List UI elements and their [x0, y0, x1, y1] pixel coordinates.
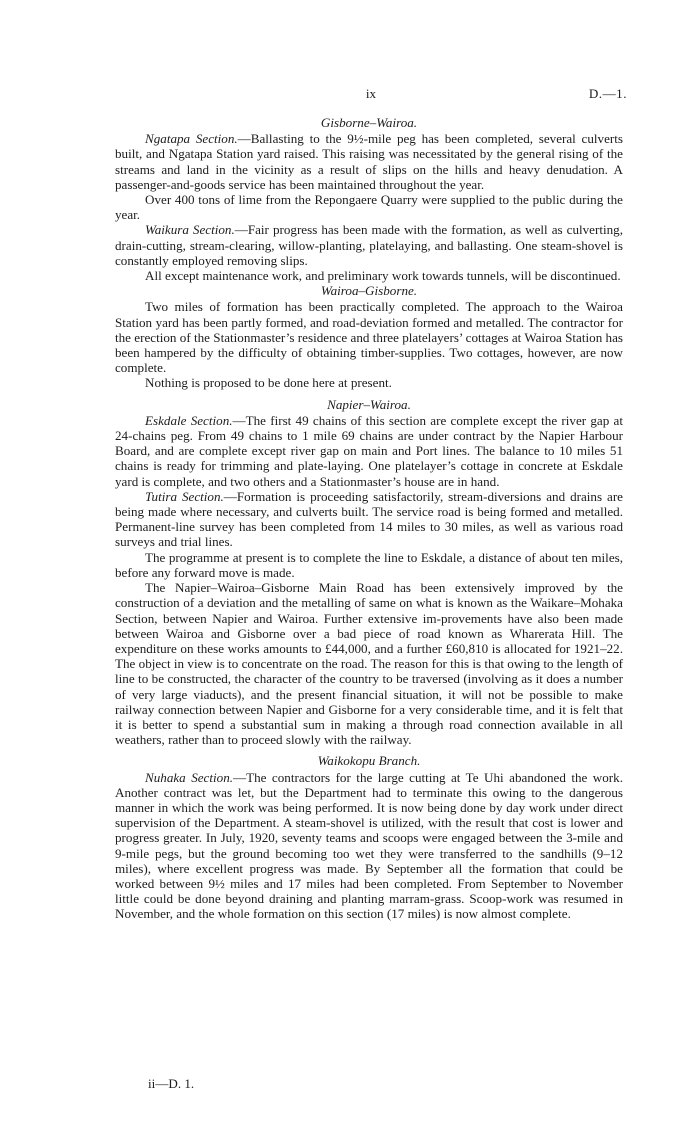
section-wairoa-gisborne — [115, 283, 623, 390]
section-heading: Napier–Wairoa. — [327, 396, 411, 412]
paragraph — [115, 489, 623, 550]
section-waikokopu-branch — [115, 753, 623, 921]
paragraph-text: All except maintenance work, and preliminary work towards tunnels, will be discontinued. — [145, 268, 621, 284]
paragraph — [115, 268, 623, 283]
paragraph-text: —Formation is proceeding satisfactorily, stream-diversions and drains are being made where necessary, and culverts built. The service road is being formed and metalled. Permanent-line survey has been completed from 14 miles to 30 miles, as well as various road surveys and trial lines. — [115, 488, 623, 550]
paragraph — [115, 299, 623, 375]
paragraph — [115, 770, 623, 922]
paragraph-text: —The first 49 chains of this section are complete except the river gap at 24-chains peg. From 49 chains to 1 mile 69 chains are under contract by the Napier Harbour Board, and are complete except river gap on main and Port lines. The balance to 10 miles 51 chains is ready for trimming and plate-laying. One platelayer’s cottage in concrete at Eskdale yard is complete, and two others and a Stationmaster’s house are in hand. — [115, 412, 623, 489]
paragraph — [115, 375, 623, 390]
page-header — [115, 86, 627, 102]
section-heading: Waikokopu Branch. — [317, 753, 421, 769]
section-heading: Wairoa–Gisborne. — [320, 283, 418, 299]
paragraph-text: —The contractors for the large cutting at Te Uhi abandoned the work. Another contract was let, but the Department had to terminate this owing to the dangerous manner in which the work was being performed. It is now being done by day work under direct supervision of the Department. A steam-shovel is utilized, with the result that cost is lower and progress greater. In July, 1920, seventy teams and scoops were engaged between the 3-mile and 9-mile pegs, but the ground becoming too wet they were transferred to the sandhills (9–12 miles), where excellent progress was made. By September all the formation that could be worked between 9½ miles and 17 miles had been completed. From September to November little could be done beyond draining and planting marram-grass. Scoop-work was resumed in November, and the whole formation on this section (17 miles) is now almost complete. — [115, 769, 623, 922]
paragraph-text: Two miles of formation has been practically completed. The approach to the Wairoa Station yard has been partly formed, and road-deviation formed and metalled. The contractor for the erection of the Stationmaster’s residence and three platelayers’ cottages at Wairoa Station has been hampered by the difficulty of obtaining timber-supplies. Two cottages, however, are now complete. — [115, 299, 623, 376]
printer-signature: ii—D. 1. — [148, 1076, 195, 1091]
paragraph-lead: Ngatapa Section. — [145, 131, 238, 147]
paragraph-text: —Fair progress has been made with the formation, as well as culverting, drain-cutting, stream-clearing, willow-planting, platelaying, and ballasting. One steam-shovel is constantly employed removing slips. — [115, 222, 623, 268]
paragraph-text: —Ballasting to the 9½-mile peg has been completed, several culverts built, and Ngatapa Station yard raised. This raising was necessitated by the general rising of the streams and land in the vicinity as a result of slips on the hills and heavy denudation. A passenger-and-goods service has been maintained throughout the year. — [115, 131, 623, 192]
paragraph-text: The programme at present is to complete the line to Eskdale, a distance of about ten miles, before any forward move is made. — [115, 549, 623, 580]
paragraph-lead: Nuhaka Section. — [145, 769, 234, 785]
section-heading: Gisborne–Wairoa. — [320, 115, 418, 130]
section-gisborne-wairoa — [115, 115, 623, 283]
paragraph — [115, 550, 623, 580]
paragraph — [115, 222, 623, 268]
paragraph-lead: Waikura Section. — [145, 222, 235, 238]
document-reference: D.—1. — [588, 86, 627, 101]
document-body — [115, 115, 623, 922]
paragraph-text: Over 400 tons of lime from the Repongaere Quarry were supplied to the public during the year. — [115, 192, 623, 223]
paragraph — [115, 580, 623, 747]
paragraph-lead: Eskdale Section. — [145, 412, 233, 428]
paragraph-text: The Napier–Wairoa–Gisborne Main Road has been extensively improved by the construction of a deviation and the metalling of same on what is known as the Waikare–Mohaka Section, between Napier and Wairoa. Further extensive im-provements have also been made between Wairoa and Gisborne over a bad piece of road known as Wharerata Hill. The expenditure on these works amounts to £44,000, and a further £60,810 is allocated for 1921–22. The object in view is to concentrate on the road. The reason for this is that owing to the length of line to be constructed, the character of the country to be traversed (involving as it does a number of very large viaducts), and the present financial situation, it will not be possible to make railway connection between Napier and Gisborne for a very considerable time, and it is felt that it is better to spend a substantial sum in making a through road connection available in all weathers, rather than to proceed slowly with the railway. — [115, 580, 623, 748]
paragraph — [115, 192, 623, 222]
paragraph-lead: Tutira Section. — [145, 488, 224, 504]
page-number: ix — [365, 86, 377, 101]
paragraph — [115, 413, 623, 489]
section-napier-wairoa — [115, 397, 623, 748]
paragraph — [115, 131, 623, 192]
paragraph-text: Nothing is proposed to be done here at present. — [145, 375, 392, 391]
